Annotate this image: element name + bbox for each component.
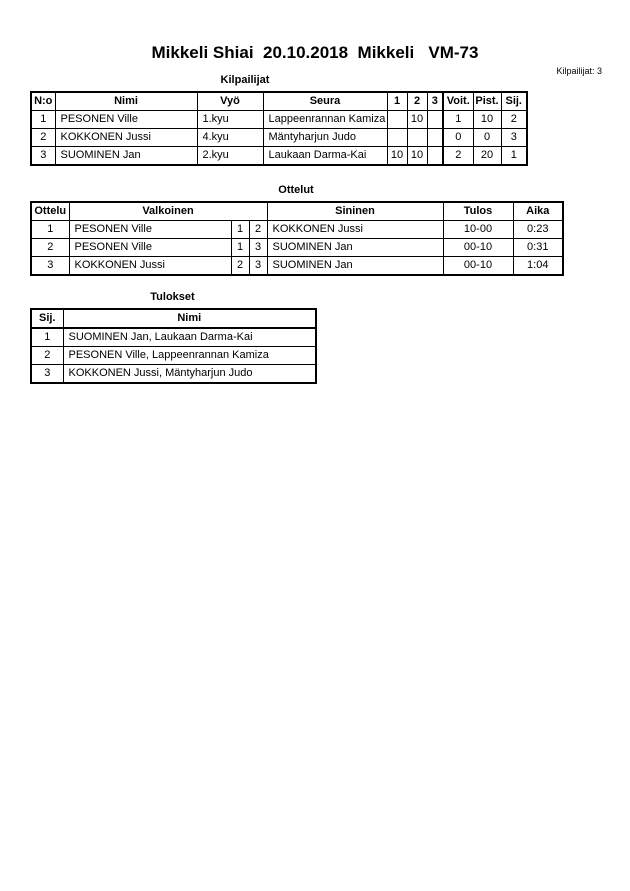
- cell-white-no: 1: [231, 220, 249, 238]
- header-round-3: 3: [427, 92, 443, 111]
- cell-match-no: 3: [31, 256, 69, 275]
- cell-white-name: PESONEN Ville: [69, 238, 231, 256]
- cell-score-2: 10: [407, 110, 427, 128]
- header-seura: Seura: [263, 92, 387, 111]
- cell-match-no: 1: [31, 220, 69, 238]
- table-row: [31, 238, 563, 256]
- cell-sij: 3: [31, 364, 63, 383]
- cell-pist: 0: [473, 128, 501, 146]
- cell-voit: 2: [443, 146, 473, 165]
- tulokset-table: [30, 308, 317, 384]
- ottelut-table: [30, 201, 564, 276]
- header-sij: Sij.: [31, 309, 63, 328]
- cell-vyo: 4.kyu: [197, 128, 263, 146]
- cell-voit: 0: [443, 128, 473, 146]
- cell-blue-name: SUOMINEN Jan: [267, 238, 443, 256]
- cell-seura: Lappeenrannan Kamiza: [263, 110, 387, 128]
- cell-blue-no: 3: [249, 238, 267, 256]
- cell-seura: Mäntyharjun Judo: [263, 128, 387, 146]
- cell-no: 3: [31, 146, 55, 165]
- cell-score-1: 10: [387, 146, 407, 165]
- cell-tulos: 10-00: [443, 220, 513, 238]
- cell-sij: 3: [501, 128, 527, 146]
- cell-sij: 1: [31, 328, 63, 347]
- cell-score-3: [427, 146, 443, 165]
- cell-white-name: KOKKONEN Jussi: [69, 256, 231, 275]
- page-title: Mikkeli Shiai 20.10.2018 Mikkeli VM-73: [151, 43, 479, 62]
- table-row: [31, 364, 316, 383]
- cell-aika: 0:31: [513, 238, 563, 256]
- cell-nimi: KOKKONEN Jussi, Mäntyharjun Judo: [63, 364, 316, 383]
- kilpailijat-table: [30, 91, 528, 166]
- cell-aika: 1:04: [513, 256, 563, 275]
- cell-tulos: 00-10: [443, 256, 513, 275]
- section-title-ottelut: Ottelut: [278, 183, 314, 196]
- header-vyo: Vyö: [197, 92, 263, 111]
- cell-aika: 0:23: [513, 220, 563, 238]
- cell-blue-name: SUOMINEN Jan: [267, 256, 443, 275]
- cell-no: 1: [31, 110, 55, 128]
- table-row: [31, 346, 316, 364]
- table-row: [31, 110, 527, 128]
- header-round-2: 2: [407, 92, 427, 111]
- section-title-tulokset: Tulokset: [150, 290, 195, 303]
- table-row: [31, 146, 527, 165]
- header-voit: Voit.: [443, 92, 473, 111]
- table-header-row: [31, 202, 563, 221]
- cell-voit: 1: [443, 110, 473, 128]
- cell-match-no: 2: [31, 238, 69, 256]
- cell-nimi: PESONEN Ville, Lappeenrannan Kamiza: [63, 346, 316, 364]
- cell-sij: 2: [501, 110, 527, 128]
- table-header-row: [31, 309, 316, 328]
- header-tulos: Tulos: [443, 202, 513, 221]
- header-valkoinen: Valkoinen: [69, 202, 267, 221]
- cell-white-no: 2: [231, 256, 249, 275]
- cell-score-2: [407, 128, 427, 146]
- header-nimi: Nimi: [55, 92, 197, 111]
- cell-nimi: KOKKONEN Jussi: [55, 128, 197, 146]
- cell-tulos: 00-10: [443, 238, 513, 256]
- table-header-row: [31, 92, 527, 111]
- cell-sij: 2: [31, 346, 63, 364]
- table-row: [31, 128, 527, 146]
- competitor-count-label: Kilpailijat: 3: [556, 66, 602, 76]
- cell-pist: 20: [473, 146, 501, 165]
- cell-score-3: [427, 110, 443, 128]
- table-row: [31, 328, 316, 347]
- cell-score-1: [387, 110, 407, 128]
- header-no: N:o: [31, 92, 55, 111]
- header-sininen: Sininen: [267, 202, 443, 221]
- table-row: [31, 220, 563, 238]
- table-row: [31, 256, 563, 275]
- header-sij: Sij.: [501, 92, 527, 111]
- cell-score-1: [387, 128, 407, 146]
- cell-sij: 1: [501, 146, 527, 165]
- cell-white-no: 1: [231, 238, 249, 256]
- cell-nimi: PESONEN Ville: [55, 110, 197, 128]
- header-ottelu: Ottelu: [31, 202, 69, 221]
- header-aika: Aika: [513, 202, 563, 221]
- cell-blue-no: 3: [249, 256, 267, 275]
- header-pist: Pist.: [473, 92, 501, 111]
- header-nimi: Nimi: [63, 309, 316, 328]
- cell-score-2: 10: [407, 146, 427, 165]
- cell-vyo: 2.kyu: [197, 146, 263, 165]
- cell-nimi: SUOMINEN Jan: [55, 146, 197, 165]
- cell-blue-name: KOKKONEN Jussi: [267, 220, 443, 238]
- cell-no: 2: [31, 128, 55, 146]
- cell-blue-no: 2: [249, 220, 267, 238]
- cell-pist: 10: [473, 110, 501, 128]
- cell-nimi: SUOMINEN Jan, Laukaan Darma-Kai: [63, 328, 316, 347]
- cell-white-name: PESONEN Ville: [69, 220, 231, 238]
- cell-vyo: 1.kyu: [197, 110, 263, 128]
- section-title-kilpailijat: Kilpailijat: [220, 73, 270, 86]
- cell-seura: Laukaan Darma-Kai: [263, 146, 387, 165]
- cell-score-3: [427, 128, 443, 146]
- header-round-1: 1: [387, 92, 407, 111]
